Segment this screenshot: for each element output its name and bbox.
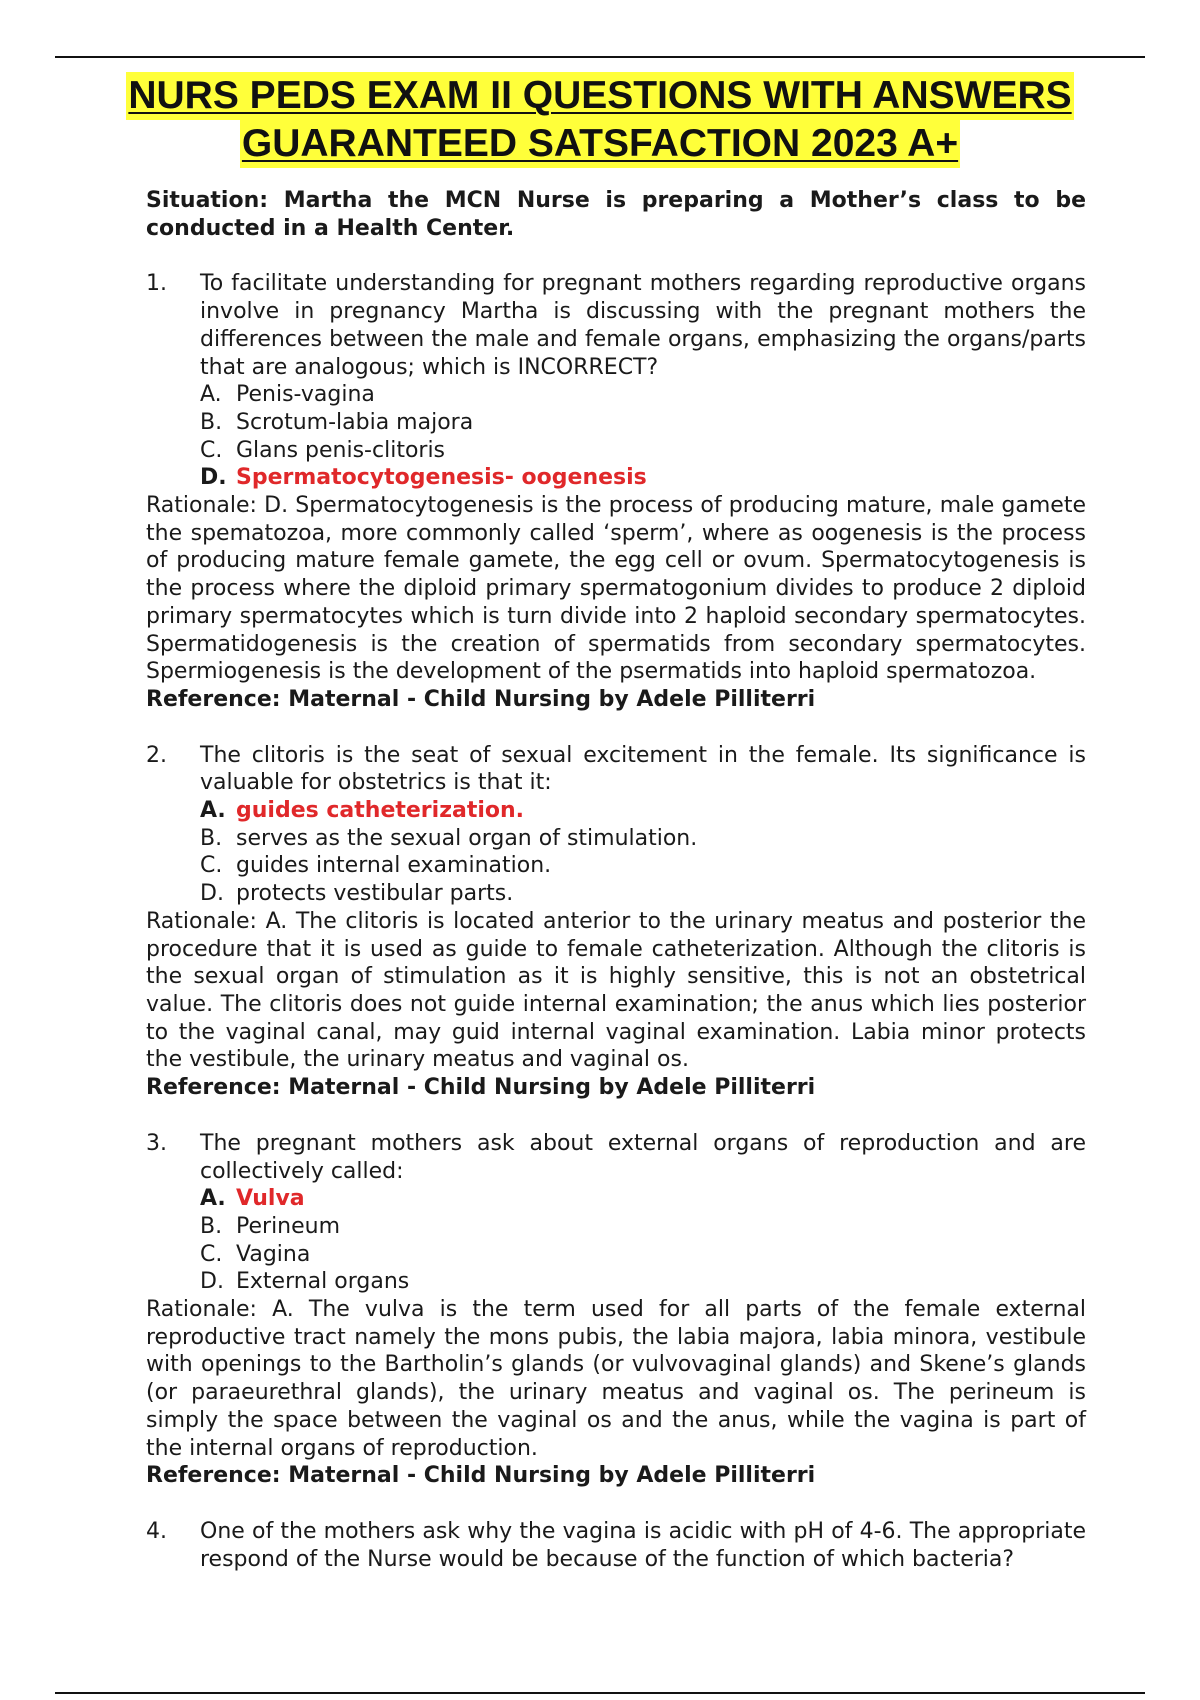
reference-text: Reference: Maternal - Child Nursing by Adele Pilliterri (146, 1463, 816, 1489)
title-line-2: GUARANTEED SATSFACTION 2023 A+ (240, 120, 960, 168)
option-letter: C. (200, 1241, 223, 1267)
option-letter: B. (200, 825, 223, 851)
question-number: 2. (146, 742, 167, 768)
title-line-1: NURS PEDS EXAM II QUESTIONS WITH ANSWERS (126, 72, 1073, 120)
rationale-text: Rationale: A. The clitoris is located anterior to the urinary meatus and posterior the procedure that it is used as guide to female catheterization. Although the clitoris is the sexual organ of stimulation as it is highly sensitive, this is not an obstetrical value. The clitoris does not guide internal examination; the anus which lies posterior to the vaginal canal, may guid internal vaginal examination. Labia minor protects the vestibule, the urinary meatus and vaginal os. (146, 908, 1086, 1073)
option-d (200, 880, 1086, 908)
option-text: Vagina (236, 1241, 311, 1267)
question-number: 1. (146, 271, 167, 297)
question-stem: To facilitate understanding for pregnant mothers regarding reproductive organs involve in pregnancy Martha is discussing with the pregnant mothers the differences between the male and female organs, emphasizing the organs/parts that are analogous; which is INCORRECT? (200, 271, 1086, 380)
question-stem: One of the mothers ask why the vagina is acidic with pH of 4-6. The appropriate respond of the Nurse would be because of the function of which bacteria? (200, 1518, 1086, 1572)
option-a-correct (200, 1185, 1086, 1213)
option-c (200, 437, 1086, 465)
document-title (0, 72, 1200, 168)
answer-options (200, 381, 1086, 492)
option-c (200, 852, 1086, 880)
correct-option-text: guides catheterization. (236, 798, 525, 824)
option-letter: B. (200, 1213, 223, 1239)
rationale-text: Rationale: A. The vulva is the term used for all parts of the female external reproductive tract namely the mons pubis, the labia majora, labia minora, vestibule with openings to the Bartholin’s glands (or vulvovaginal glands) and Skene’s glands (or paraeurethral glands), the urinary meatus and vaginal os. The perineum is simply the space between the vaginal os and the anus, while the vagina is part of the internal organs of reproduction. (146, 1297, 1086, 1461)
bottom-rule (55, 1692, 1145, 1694)
question-4 (146, 1518, 1086, 1573)
question-2 (146, 742, 1086, 1102)
option-letter: C. (200, 853, 223, 879)
option-letter: A. (200, 798, 226, 824)
question-3 (146, 1130, 1086, 1490)
option-d-correct (200, 464, 1086, 492)
option-letter: A. (200, 1186, 226, 1212)
option-letter: D. (200, 1269, 224, 1295)
top-rule (55, 56, 1145, 58)
correct-option-text: Spermatocytogenesis- oogenesis (236, 465, 647, 491)
option-letter: A. (200, 382, 222, 408)
question-number: 4. (146, 1518, 167, 1544)
document-body (146, 187, 1086, 1601)
option-text: Glans penis-clitoris (236, 437, 446, 463)
situation-text: Situation: Martha the MCN Nurse is preparing a Mother’s class to be conducted in a Health Center. (146, 188, 1086, 241)
rationale-text: Rationale: D. Spermatocytogenesis is the process of producing mature, male gamete the spematozoa, more commonly called ‘sperm’, where as oogenesis is the process of producing mature female gamete, the egg cell or ovum. Spermatocytogenesis is the process where the diploid primary spermatogonium divides to produce 2 diploid primary spermatocytes which is turn divide into 2 haploid secondary spermatocytes. Spermatidogenesis is the creation of spermatids from secondary spermatocytes. Spermiogenesis is the development of the psermatids into haploid spermatozoa. (146, 493, 1086, 685)
correct-option-text: Vulva (236, 1186, 305, 1212)
option-d (200, 1268, 1086, 1296)
answer-options (200, 797, 1086, 908)
option-text: serves as the sexual organ of stimulation. (236, 825, 698, 851)
question-stem: The clitoris is the seat of sexual excitement in the female. Its significance is valuable for obstetrics is that it: (200, 742, 1086, 796)
option-a-correct (200, 797, 1086, 825)
option-c (200, 1241, 1086, 1269)
option-text: Penis-vagina (236, 382, 375, 408)
option-text: protects vestibular parts. (236, 881, 514, 907)
option-text: guides internal examination. (236, 853, 552, 879)
option-b (200, 825, 1086, 853)
question-number: 3. (146, 1130, 167, 1156)
question-1 (146, 270, 1086, 713)
option-letter: D. (200, 881, 224, 907)
option-letter: C. (200, 437, 223, 463)
option-text: Scrotum-labia majora (236, 409, 474, 435)
option-letter: D. (200, 465, 227, 491)
option-b (200, 409, 1086, 437)
option-text: Perineum (236, 1213, 341, 1239)
question-stem: The pregnant mothers ask about external organs of reproduction and are collectively called: (200, 1130, 1086, 1184)
option-letter: B. (200, 409, 223, 435)
option-b (200, 1213, 1086, 1241)
option-a (200, 381, 1086, 409)
answer-options (200, 1185, 1086, 1296)
reference-text: Reference: Maternal - Child Nursing by Adele Pilliterri (146, 686, 816, 712)
option-text: External organs (236, 1269, 410, 1295)
reference-text: Reference: Maternal - Child Nursing by Adele Pilliterri (146, 1075, 816, 1101)
